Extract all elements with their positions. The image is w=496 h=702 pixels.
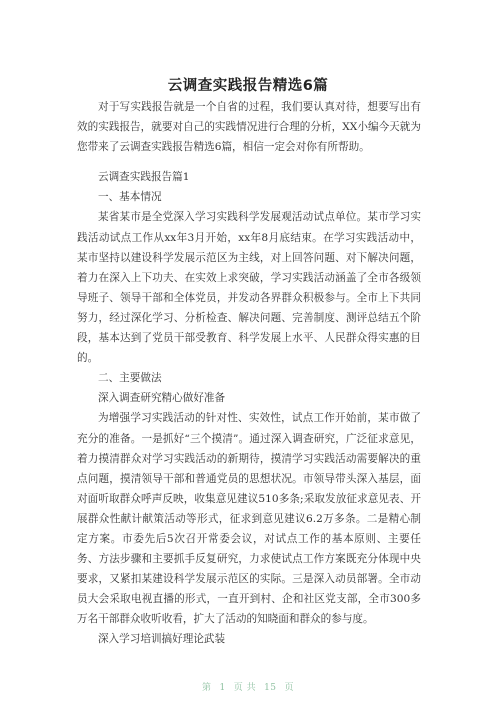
footer-page-number: 1: [219, 683, 226, 693]
document-body: [77, 97, 421, 650]
footer-suffix: 页: [284, 683, 295, 693]
footer-total-pages: 15: [264, 683, 277, 693]
intro-paragraph: 对于写实践报告就是一个自省的过程，我们要认真对待，想要写出有效的实践报告，就要对自己的实践情况进行合理的分析，XX小编今天就为您带来了云调查实践报告精选6篇，相信一定会对你有所帮助。: [77, 101, 421, 154]
subheading-investigation: 深入调查研究精心做好准备: [98, 392, 226, 405]
document-title: 云调查实践报告精选6篇: [167, 78, 329, 94]
page-footer: [0, 680, 496, 693]
footer-prefix: 第: [201, 683, 212, 693]
spacer: [77, 157, 421, 167]
heading-basic-situation: 一、基本情况: [98, 191, 162, 204]
paragraph-investigation: 为增强学习实践活动的针对性、实效性，试点工作开始前，某市做了充分的准备。一是抓好“三个摸清”。通过深入调查研究，广泛征求意见，着力摸清群众对学习实践活动的新期待，摸清学习实践活动需要解决的重点问题，摸清领导干部和普通党员的思想状况。市领导带头深入基层，面对面听取群众呼声反映，收集意见建议510多条;采取发放征求意见表、开展群众性献计献策活动等形式，征求到意见建议6.2万多条。二是精心制定方案。市委先后5次召开常委会议，对试点工作的基本原则、主要任务、方法步骤和主要抓手反复研究，力求使试点工作方案既充分体现中央要求，又紧扣某建设科学发展示范区的实际。三是深入动员部署。全市动员大会采取电视直播的形式，一直开到村、企和社区党支部，全市300多万名干部群众收听收看，扩大了活动的知晓面和群众的参与度。: [77, 412, 421, 626]
paragraph-basic-situation: 某省某市是全党深入学习实践科学发展观活动试点单位。某市学习实践活动试点工作从xx年3月开始，xx年8月底结束。在学习实践活动中，某市坚持以建设科学发展示范区为主线，对上回答问题、对下解决问题，着力在深入上下功夫、在实效上求突破，学习实践活动涵盖了全市各级领导班子、领导干部和全体党员，并发动各界群众积极参与。全市上下共同努力，经过深化学习、分析检查、解决问题、完善制度、测评总结五个阶段，基本达到了党员干部受教育、科学发展上水平、人民群众得实惠的目的。: [77, 211, 421, 365]
heading-main-practices: 二、主要做法: [98, 372, 162, 385]
footer-mid: 页 共: [233, 683, 257, 693]
section-title: 云调查实践报告篇1: [98, 171, 190, 184]
subheading-study-training: 深入学习培训搞好理论武装: [98, 633, 226, 646]
